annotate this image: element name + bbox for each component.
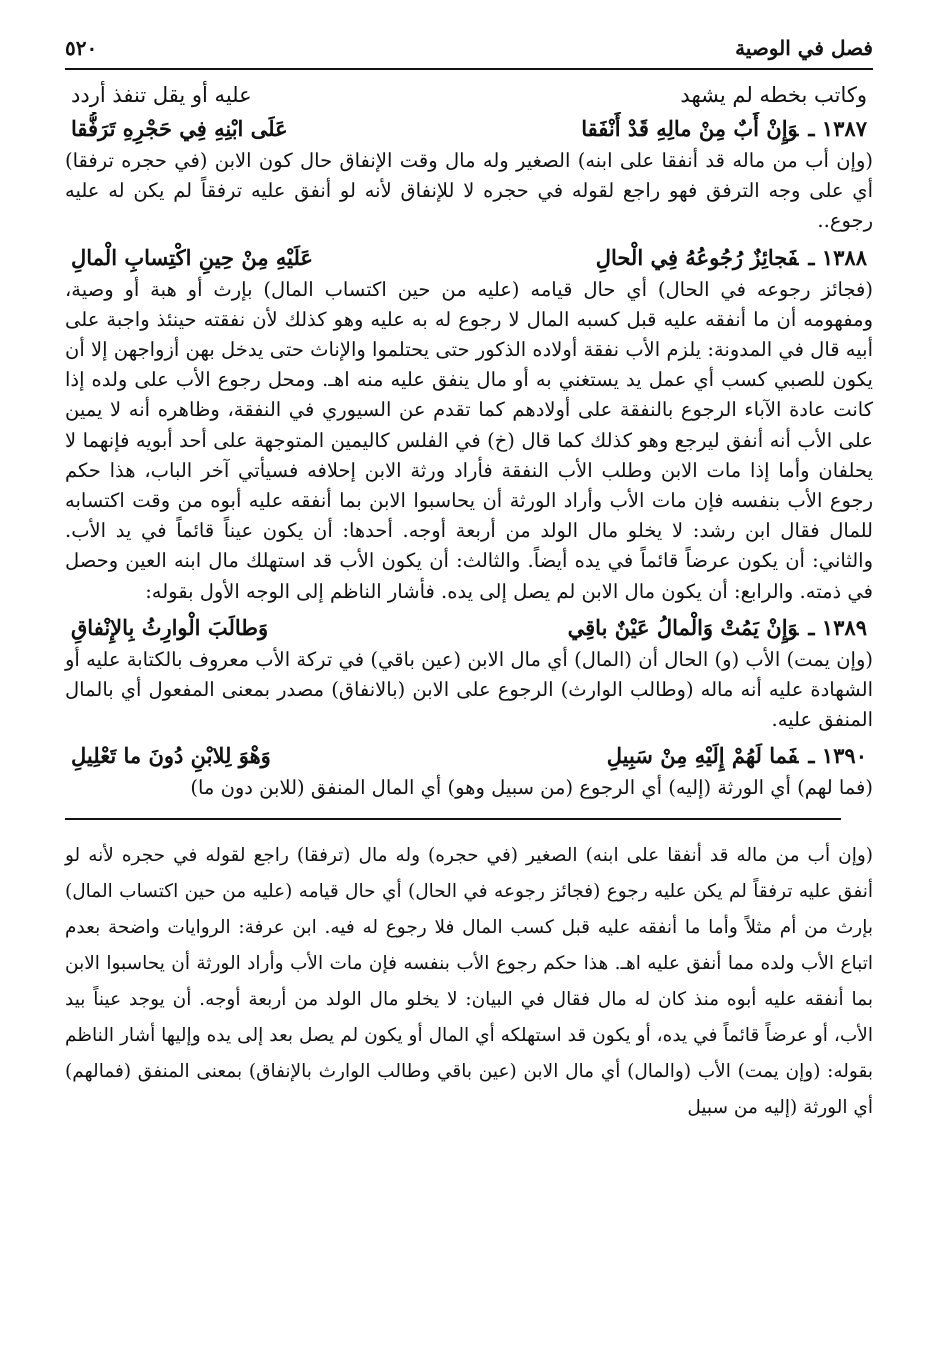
verse-right-hemistich: وَإِنْ أَبٌ مِنْ مالِهِ قَدْ أَنْفَقا bbox=[581, 116, 799, 141]
verse-number: ١٣٩٠ ـ bbox=[808, 743, 867, 769]
footnote-divider bbox=[65, 818, 841, 820]
verse-left-hemistich: وَطالَبَ الْوارِثُ بِالإِنْفاقِ bbox=[71, 614, 269, 640]
verse-left-hemistich: عَلَيْهِ مِنْ حِينِ اكْتِسابِ الْمالِ bbox=[71, 244, 313, 270]
verse-1388 bbox=[65, 241, 873, 275]
commentary-1390: (فما لهم) أي الورثة (إليه) أي الرجوع (من سبيل وهو) أي المال المنفق (للابن دون ما) bbox=[190, 776, 873, 800]
commentary-1389: (وإن يمت) الأب (و) الحال أن (المال) أي مال الابن (عين باقي) في تركة الأب معروف بالكتابة عليه أو الشهادة عليه أنه ماله (وطالب الوارث) الرجوع على الابن (بالانفاق) مصدر بمعنى المفعول أي بالمال المنفق عليه. bbox=[65, 647, 873, 732]
verse-number: ١٣٨٨ ـ bbox=[808, 244, 867, 270]
commentary-1387: (وإن أب من ماله قد أنفقا على ابنه) الصغير وله مال وقت الإنفاق حال كون الابن (في حجره ترفقا) أي على وجه الترفق فهو راجع لقوله في حجره لا للإنفاق لأنه لو أنفق عليه ترفقاً لم يكن له عليه رجوع.. bbox=[65, 149, 873, 233]
verse-number: ١٣٨٩ ـ bbox=[808, 614, 867, 640]
verse-left-hemistich: عليه أو يقل تنفذ أردد bbox=[71, 83, 252, 107]
page-number: ٥٢٠ bbox=[65, 36, 98, 60]
page-header bbox=[65, 28, 873, 70]
verse-left-hemistich: عَلَى ابْنِهِ فِي حَجْرِهِ تَرَفُّقا bbox=[71, 116, 288, 141]
verse-right-hemistich: فَما لَهُمْ إِلَيْهِ مِنْ سَبِيلِ bbox=[606, 743, 799, 769]
verse-previous bbox=[65, 78, 873, 112]
verse-1387 bbox=[65, 112, 873, 146]
verse-1390 bbox=[65, 739, 873, 773]
commentary-1388: (فجائز رجوعه في الحال) أي حال قيامه (عليه من حين اكتساب المال) بإرث أو هبة أو وصية، ومفهومه أن ما أنفقه عليه قبل كسبه المال لا رجوع له به عليه وهو كذلك لأن نفقته حينئذ واجبة على أبيه قال في المدونة: يلزم الأب نفقة أولاده الذكور حتى يحتلموا والإناث حتى يدخل بهن أزواجهن إلا أن يكون للصبي كسب أي عمل يد يستغني به أو مال ينفق عليه منه اهـ. ومحل رجوع الأب على ولده إذا كانت عادة الآباء الرجوع بالنفقة على أولادهم كما تقدم عن السيوري في النفقة، وظاهره أنه لا يمين على الأب أنه أنفق ليرجع وهو كذلك كما قال (خ) في الفلس كاليمين المتوجهة على أحد أبويه فإنهما لا يحلفان وأما إذا مات الابن وطلب الأب النفقة فأراد ورثة الابن إحلافه فسيأتي آخر الباب، هذا حكم رجوع الأب بنفسه فإن مات الأب وأراد الورثة أن يحاسبوا الابن بما أنفقه عليه أبوه من وقت اكتسابه للمال فقال ابن رشد: لا يخلو مال الولد من أربعة أوجه. أحدها: أن يكون عيناً قائماً في يد الأب. والثاني: أن يكون عرضاً قائماً في يده أيضاً. والثالث: أن يكون الأب قد استهلك مال ابنه العين وحصل في ذمته. والرابع: أن يكون مال الابن لم يصل إلى يده. فأشار الناظم إلى الوجه الأول بقوله: bbox=[65, 277, 873, 603]
verse-left-hemistich: وَهْوَ لِلابْنِ دُونَ ما تَعْلِيلِ bbox=[71, 743, 271, 769]
verse-1389 bbox=[65, 611, 873, 645]
footnote-text: (وإن أب من ماله قد أنفقا على ابنه) الصغير (في حجره) وله مال (ترفقا) راجع لقوله في حجره لأنه لو أنفق عليه ترفقاً لم يكن عليه رجوع (فجائز رجوعه في الحال) أي حال قيامه (عليه من حين اكتساب المال) بإرث من أم مثلاً وأما ما أنفقه عليه قبل كسب المال فلا رجوع له فيه. ابن عرفة: الروايات واضحة بعدم اتباع الأب ولده مما أنفق عليه اهـ. هذا حكم رجوع الأب بنفسه فإن مات الأب وأراد الورثة أن يحاسبوا الابن بما أنفقه عليه أبوه منذ كان له مال فقال في البيان: لا يخلو مال الولد من أربعة أوجه. أن يوجد عيناً بيد الأب، أو عرضاً قائماً في يده، أو يكون قد استهلكه أي المال أو يكون لم يصل بعد إلى يده وإليها أشار الناظم بقوله: (وإن يمت) الأب (والمال) أي مال الابن (عين باقي وطالب الوارث بالإنفاق) بمعنى المنفق (فمالهم) أي الورثة (إليه من سبيل bbox=[65, 845, 873, 1119]
verse-right-hemistich: وَإِنْ يَمُتْ وَالْمالُ عَيْنٌ باقِي bbox=[567, 614, 799, 640]
chapter-title: فصل في الوصية bbox=[735, 36, 873, 60]
verse-number: ١٣٨٧ ـ bbox=[808, 116, 867, 141]
verse-right-hemistich: وكاتب بخطه لم يشهد bbox=[680, 83, 867, 107]
verse-right-hemistich: فَجائِزٌ رُجُوعُهُ فِي الْحالِ bbox=[595, 244, 799, 270]
